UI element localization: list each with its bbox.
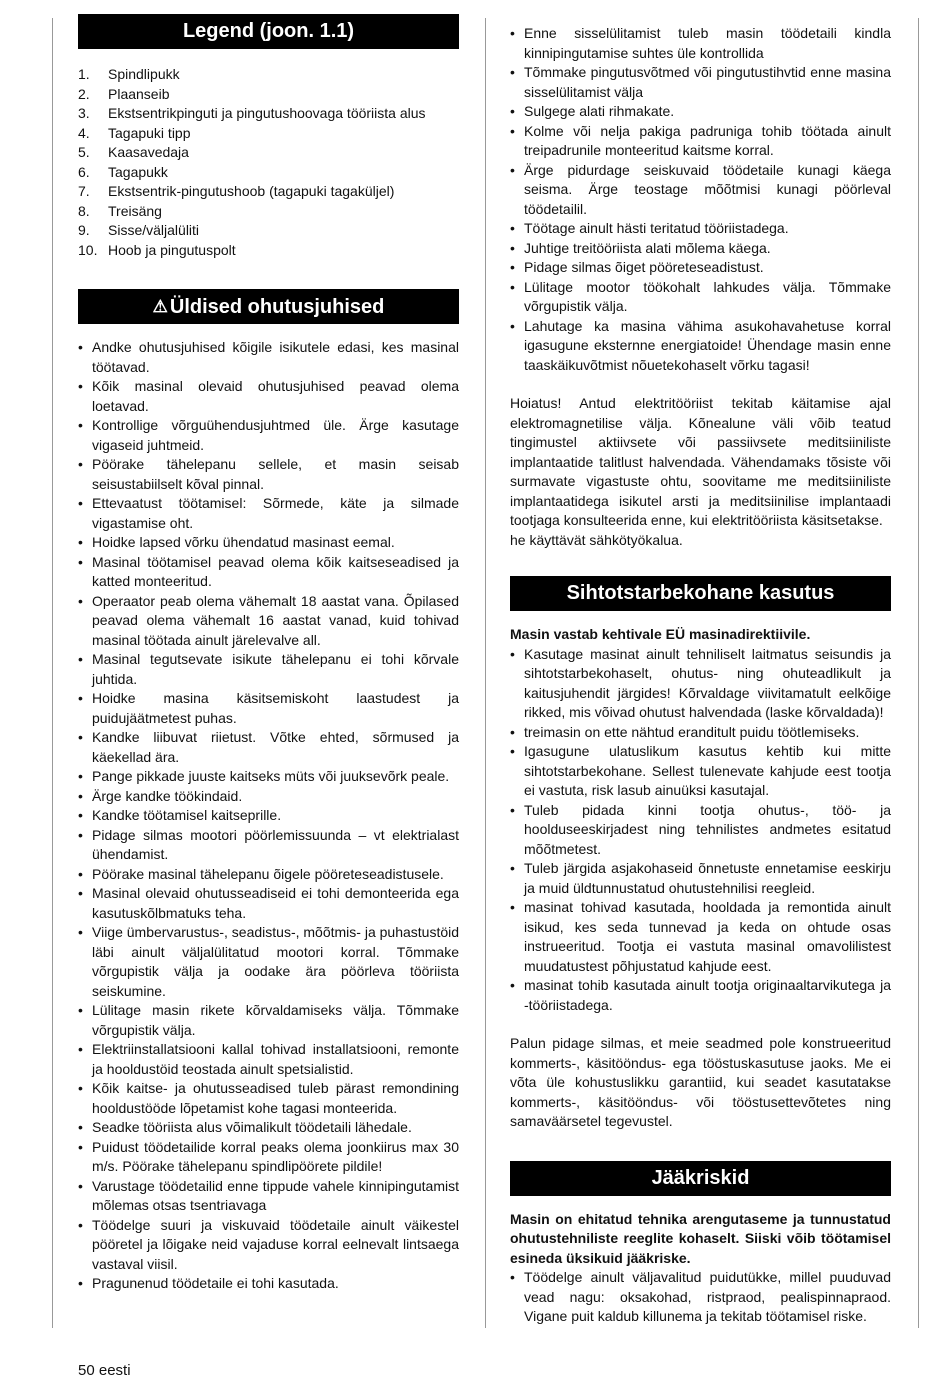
- safety-item: [78, 923, 459, 1001]
- safety-item-text: Seadke tööriista alus võimalikult töödetaili lähedale.: [92, 1119, 412, 1135]
- bullet-icon: •: [510, 103, 515, 119]
- intended-use-item: [510, 742, 891, 801]
- intended-use-item-text: Igasugune ulatuslikum kasutus kehtib kui mitte sihtotstarbekohane. Sellest tulenevate kahjude eest tootja ei vastuta, risk lasub ainuüksi kasutajal.: [524, 743, 891, 798]
- legend-item-text: Sisse/väljalüliti: [108, 222, 200, 238]
- bullet-icon: •: [78, 1216, 83, 1233]
- bullet-icon: •: [510, 1269, 515, 1285]
- safety-item-text: Masinal olevaid ohutusseadiseid ei tohi demonteerida ega kasutuskõlbmatuks teha.: [92, 885, 459, 921]
- legend-item: [78, 143, 459, 163]
- safety-item: [78, 1118, 459, 1138]
- safety-heading: ⚠ Üldised ohutusjuhised: [78, 289, 459, 324]
- safety-item-text: Masinal töötamisel peavad olema kõik kaitseseadised ja katted monteeritud.: [92, 553, 459, 589]
- bullet-icon: •: [510, 645, 515, 662]
- emf-warning-paragraph: Hoiatus! Antud elektritööriist tekitab käitamise ajal elektromagnetilise välja. Kõnealune väli võib teatud tingimustel aktiivsete või passiivsete meditsiiniliste implantaatide talitlust halvendada. Vähendamaks tõsiste või surmavate vigastuste ohtu, soovitame me meditsiiniliste implantaatidega isikutel arsti ja meditsiinilise implantaadi tootjaga konsulteerida enne, kui elektritööriista käsitsetakse.: [510, 395, 891, 528]
- safety-item-text: Enne sisselülitamist tuleb masin töödetaili kindla kinnipingutamise suhtes üle kontrollida: [524, 25, 891, 61]
- safety-item: [78, 865, 459, 885]
- safety-item-text: Pidage silmas õiget pööreteseadistust.: [524, 259, 764, 275]
- safety-item-text: Kolme või nelja pakiga padruniga tohib töötada ainult treipadrunile monteeritud kaitsme korral.: [524, 122, 891, 158]
- bullet-icon: •: [78, 787, 83, 804]
- intended-use-intro: Masin vastab kehtivale EÜ masinadirektiivile.: [510, 626, 811, 642]
- bullet-icon: •: [78, 924, 83, 940]
- bullet-icon: •: [78, 553, 83, 570]
- intended-use-item: [510, 976, 891, 1015]
- safety-item: [78, 494, 459, 533]
- bullet-icon: •: [78, 1275, 83, 1291]
- safety-item: [510, 258, 891, 278]
- safety-item: [78, 1001, 459, 1040]
- left-column: [78, 14, 459, 1294]
- safety-item-text: Lülitage masin rikete kõrvaldamiseks välja. Tõmmake võrgupistik välja.: [92, 1002, 459, 1038]
- intended-use-list: [510, 645, 891, 1016]
- legend-item: [78, 221, 459, 241]
- bullet-icon: •: [78, 1119, 83, 1135]
- safety-item-text: Elektriinstallatsiooni kallal tohivad installatsiooni, remonte ja hooldustöid teostada ainult spetsialistid.: [92, 1041, 459, 1077]
- intended-use-item: [510, 645, 891, 723]
- legend-item-text: Treisäng: [108, 202, 162, 219]
- safety-item-text: Kandke töötamisel kaitseprille.: [92, 807, 282, 823]
- bullet-icon: •: [78, 1138, 83, 1155]
- safety-item-text: Kontrollige võrguühendusjuhtmed üle. Ärge kasutage vigaseid juhtmeid.: [92, 417, 459, 453]
- safety-item: [78, 767, 459, 787]
- legend-item-number: 4.: [78, 124, 90, 141]
- legend-item-number: 7.: [78, 183, 90, 199]
- safety-item-text: Pöörake tähelepanu sellele, et masin seisab seisustabiilselt kõval pinnal.: [92, 456, 459, 492]
- bullet-icon: •: [78, 768, 83, 784]
- legend-item: [78, 163, 459, 183]
- bullet-icon: •: [78, 826, 83, 843]
- safety-item: [78, 1040, 459, 1079]
- bullet-icon: •: [78, 807, 83, 823]
- bullet-icon: •: [78, 651, 83, 667]
- bullet-icon: •: [510, 743, 515, 759]
- bullet-icon: •: [78, 417, 83, 433]
- legend-item-text: Kaasavedaja: [108, 144, 189, 160]
- right-margin-rule: [918, 18, 919, 1328]
- safety-item-text: Pidage silmas mootori pöörlemissuunda – vt elektrialast ühendamist.: [92, 826, 459, 862]
- safety-item: [78, 650, 459, 689]
- legend-item: [78, 85, 459, 105]
- bullet-icon: •: [78, 495, 83, 511]
- intended-use-heading: Sihtotstarbekohane kasutus: [510, 576, 891, 611]
- safety-item-text: Kandke liibuvat riietust. Võtke ehted, sõrmused ja käekellad ära.: [92, 729, 459, 765]
- intended-use-item: [510, 801, 891, 860]
- residual-risks-list: [510, 1268, 891, 1327]
- legend-item-number: 10.: [78, 241, 98, 258]
- bullet-icon: •: [510, 899, 515, 915]
- safety-item-text: Operaator peab olema vähemalt 18 aastat vana. Õpilased peavad olema vähemalt 16 aastat vanad, kuid tohivad masinal töötada ainult järelevalve all.: [92, 592, 459, 648]
- safety-item: [78, 1216, 459, 1275]
- legend-item: [78, 65, 459, 85]
- safety-item: [510, 317, 891, 376]
- safety-item-text: Pöörake masinal tähelepanu õigele pööreteseadistusele.: [92, 865, 444, 882]
- safety-item-text: Ärge pidurdage seiskuvaid töödetaile kunagi käega seisma. Ärge teostage mõõtmisi kunagi pöörleval töödetailil.: [524, 161, 891, 217]
- legend-item: [78, 202, 459, 222]
- safety-list-continued: [510, 24, 891, 375]
- residual-risk-item: [510, 1268, 891, 1327]
- safety-item-text: Puidust töödetailide korral peaks olema joonkiirus max 30 m/s. Pöörake tähelepanu spindlipöörete pildile!: [92, 1138, 459, 1174]
- safety-item: [78, 1079, 459, 1118]
- safety-item: [78, 806, 459, 826]
- bullet-icon: •: [78, 1080, 83, 1096]
- bullet-icon: •: [78, 1002, 83, 1018]
- safety-item-text: Lülitage mootor töökohalt lahkudes välja. Tõmmake võrgupistik välja.: [524, 278, 891, 314]
- finnish-fragment-line: he käyttävät sähkötyökalua.: [510, 531, 683, 548]
- legend-item-text: Ekstsentrikpinguti ja pingutushoovaga tööriista alus: [108, 105, 426, 121]
- safety-item-text: Andke ohutusjuhised kõigile isikutele edasi, kes masinal töötavad.: [92, 339, 459, 375]
- intended-use-item: [510, 723, 891, 743]
- bullet-icon: •: [510, 220, 515, 236]
- intended-use-note: Palun pidage silmas, et meie seadmed pole konstrueeritud kommerts-, käsitööndus- ega tööstuskasutuse jaoks. Me ei võta üle kohustuslikku garantiid, kui seadet kasutatakse kommerts-, käsitööndus- või tööstusettevõtetes ning samaväärsetel tegevustel.: [510, 1035, 891, 1129]
- safety-item: [78, 533, 459, 553]
- bullet-icon: •: [510, 259, 515, 275]
- safety-item: [510, 278, 891, 317]
- legend-item-text: Hoob ja pingutuspolt: [108, 241, 236, 258]
- legend-item-number: 2.: [78, 85, 90, 102]
- legend-item-number: 8.: [78, 202, 90, 219]
- safety-item: [78, 416, 459, 455]
- intended-use-item-text: Tuleb pidada kinni tootja ohutus-, töö- ja hoolduseeskirjadest ning tehnilistes andmetes esitatud mõõtmetest.: [524, 801, 891, 857]
- bullet-icon: •: [510, 239, 515, 256]
- legend-item-text: Spindlipukk: [108, 66, 180, 82]
- safety-item: [510, 102, 891, 122]
- right-column: [510, 24, 891, 1327]
- safety-item-text: Pange pikkade juuste kaitseks müts või juuksevõrk peale.: [92, 768, 450, 784]
- legend-item-number: 6.: [78, 163, 90, 180]
- safety-item: [78, 455, 459, 494]
- bullet-icon: •: [510, 860, 515, 876]
- intended-use-item-text: treimasin on ette nähtud eranditult puidu töötlemiseks.: [524, 723, 860, 740]
- safety-item-text: Töödelge suuri ja viskuvaid töödetaile ainult väikestel pööretel ja lõigake neid vajaduse korral eelnevalt lintsaega vastaval viisil.: [92, 1216, 459, 1272]
- bullet-icon: •: [510, 723, 515, 740]
- safety-item: [510, 24, 891, 63]
- safety-item-text: Tõmmake pingutusvõtmed või pingutustihvtid enne masina sisselülitamist välja: [524, 64, 891, 100]
- safety-item: [78, 689, 459, 728]
- safety-item: [78, 787, 459, 807]
- safety-item: [78, 1138, 459, 1177]
- bullet-icon: •: [510, 801, 515, 818]
- bullet-icon: •: [510, 317, 515, 334]
- bullet-icon: •: [78, 1041, 83, 1057]
- legend-item-text: Tagapuki tipp: [108, 124, 191, 141]
- legend-item-number: 3.: [78, 105, 90, 121]
- safety-item: [78, 1177, 459, 1216]
- safety-item: [78, 826, 459, 865]
- bullet-icon: •: [78, 690, 83, 706]
- bullet-icon: •: [78, 1177, 83, 1194]
- legend-item: [78, 182, 459, 202]
- safety-item: [510, 63, 891, 102]
- bullet-icon: •: [78, 729, 83, 745]
- bullet-icon: •: [510, 64, 515, 80]
- safety-item: [510, 219, 891, 239]
- legend-item-text: Plaanseib: [108, 85, 170, 102]
- safety-item: [78, 884, 459, 923]
- intended-use-item-text: Tuleb järgida asjakohaseid õnnetuste ennetamise eeskirju ja muid üldtunnustatud ohutustehnilisi reegleid.: [524, 860, 891, 896]
- page-footer: 50 eesti: [78, 1362, 131, 1379]
- safety-item-text: Viige ümbervarustus-, seadistus-, mõõtmis- ja puhastustöid läbi ainult väljalülitatud mootori korral. Tõmmake võrgupistik välja ja oodake ära pöörleva tööriista seiskumine.: [92, 924, 460, 999]
- legend-item: [78, 124, 459, 144]
- bullet-icon: •: [78, 534, 83, 550]
- legend-list: [78, 65, 459, 260]
- safety-item-text: Ettevaatust töötamisel: Sõrmede, käte ja silmade vigastamise oht.: [92, 495, 459, 531]
- bullet-icon: •: [510, 122, 515, 139]
- bullet-icon: •: [78, 456, 83, 472]
- safety-item-text: Kõik masinal olevaid ohutusjuhised peavad olema loetavad.: [92, 378, 459, 414]
- safety-item-text: Hoidke lapsed võrku ühendatud masinast eemal.: [92, 534, 395, 550]
- safety-item-text: Juhtige treitööriista alati mõlema käega.: [524, 239, 771, 256]
- legend-item-text: Ekstsentrik-pingutushoob (tagapuki tagaküljel): [108, 183, 395, 199]
- left-margin-rule: [52, 18, 53, 1328]
- safety-item-text: Masinal tegutsevate isikute tähelepanu ei tohi kõrvale juhtida.: [92, 651, 459, 687]
- intended-use-item-text: masinat tohib kasutada ainult tootja originaaltarvikutega ja -tööriistadega.: [524, 977, 891, 1013]
- intended-use-item-text: Kasutage masinat ainult tehniliselt laitmatus seisundis ja sihtotstarbekohaselt, ohutus- ning ohuteadlikult ja kaitusjuhendit järgides! Kõrvaldage viivitamatult eelkõige rikked, mis võivad ohutust halvendada (laske kõrvaldada)!: [524, 645, 891, 720]
- residual-risks-intro: Masin on ehitatud tehnika arengutaseme ja tunnustatud ohutustehniliste reeglite kohaselt. Siiski võib töötamisel esineda üksikuid jääkriske.: [510, 1210, 891, 1266]
- bullet-icon: •: [78, 378, 83, 394]
- safety-item: [510, 161, 891, 220]
- intended-use-item: [510, 859, 891, 898]
- safety-item: [510, 122, 891, 161]
- bullet-icon: •: [78, 339, 83, 355]
- legend-item: [78, 104, 459, 124]
- safety-item-text: Varustage töödetailid enne tippude vahele kinnipingutamist mõlemas otsas tsentriavaga: [92, 1177, 459, 1213]
- residual-risks-heading: Jääkriskid: [510, 1161, 891, 1196]
- bullet-icon: •: [78, 592, 83, 609]
- safety-item: [78, 1274, 459, 1294]
- safety-item-text: Pragunenud töödetaile ei tohi kasutada.: [92, 1275, 339, 1291]
- bullet-icon: •: [78, 865, 83, 882]
- safety-item-text: Ärge kandke töökindaid.: [92, 787, 243, 804]
- legend-heading: Legend (joon. 1.1): [78, 14, 459, 49]
- center-column-rule: [485, 18, 486, 1328]
- bullet-icon: •: [510, 161, 515, 178]
- warning-triangle-icon: ⚠: [152, 297, 168, 316]
- safety-item-text: Sulgege alati rihmakate.: [524, 103, 675, 119]
- safety-item: [78, 728, 459, 767]
- legend-item-number: 1.: [78, 66, 90, 82]
- safety-item: [78, 377, 459, 416]
- safety-item: [78, 553, 459, 592]
- legend-item-text: Tagapukk: [108, 163, 168, 180]
- bullet-icon: •: [510, 25, 515, 41]
- legend-item-number: 5.: [78, 144, 90, 160]
- intended-use-item-text: masinat tohivad kasutada, hooldada ja remontida ainult isikud, kes seda tunnevad ja keda on ohtude osas instrueeritud. Tootja ei vastuta masinal omavolilistest muudatustest põhjustatud kahjude eest.: [524, 899, 891, 974]
- safety-item-text: Hoidke masina käsitsemiskoht laastudest ja puidujäätmetest puhas.: [92, 690, 459, 726]
- bullet-icon: •: [78, 885, 83, 901]
- safety-list: [78, 338, 459, 1294]
- safety-item-text: Töötage ainult hästi teritatud tööriistadega.: [524, 220, 789, 236]
- safety-item: [78, 338, 459, 377]
- safety-item-text: Kõik kaitse- ja ohutusseadised tuleb pärast remondining hooldustööde lõpetamist kohe tagasi monteerida.: [92, 1080, 459, 1116]
- safety-item-text: Lahutage ka masina vähima asukohavahetuse korral igasugune eksternne energiatoide! Ühendage masin enne taaskäikuvõtmist nõuetekohaselt võrku tagasi!: [524, 317, 891, 373]
- bullet-icon: •: [510, 977, 515, 993]
- safety-item: [510, 239, 891, 259]
- safety-item: [78, 592, 459, 651]
- legend-item: [78, 241, 459, 261]
- residual-risk-item-text: Töödelge ainult väljavalitud puidutükke, millel puuduvad vead nagu: oksakohad, ristpraod, pealispinnapraod. Vigane puit kaldub killunema ja tekitab töötamisel riske.: [524, 1269, 891, 1324]
- intended-use-item: [510, 898, 891, 976]
- bullet-icon: •: [510, 278, 515, 295]
- legend-item-number: 9.: [78, 222, 90, 238]
